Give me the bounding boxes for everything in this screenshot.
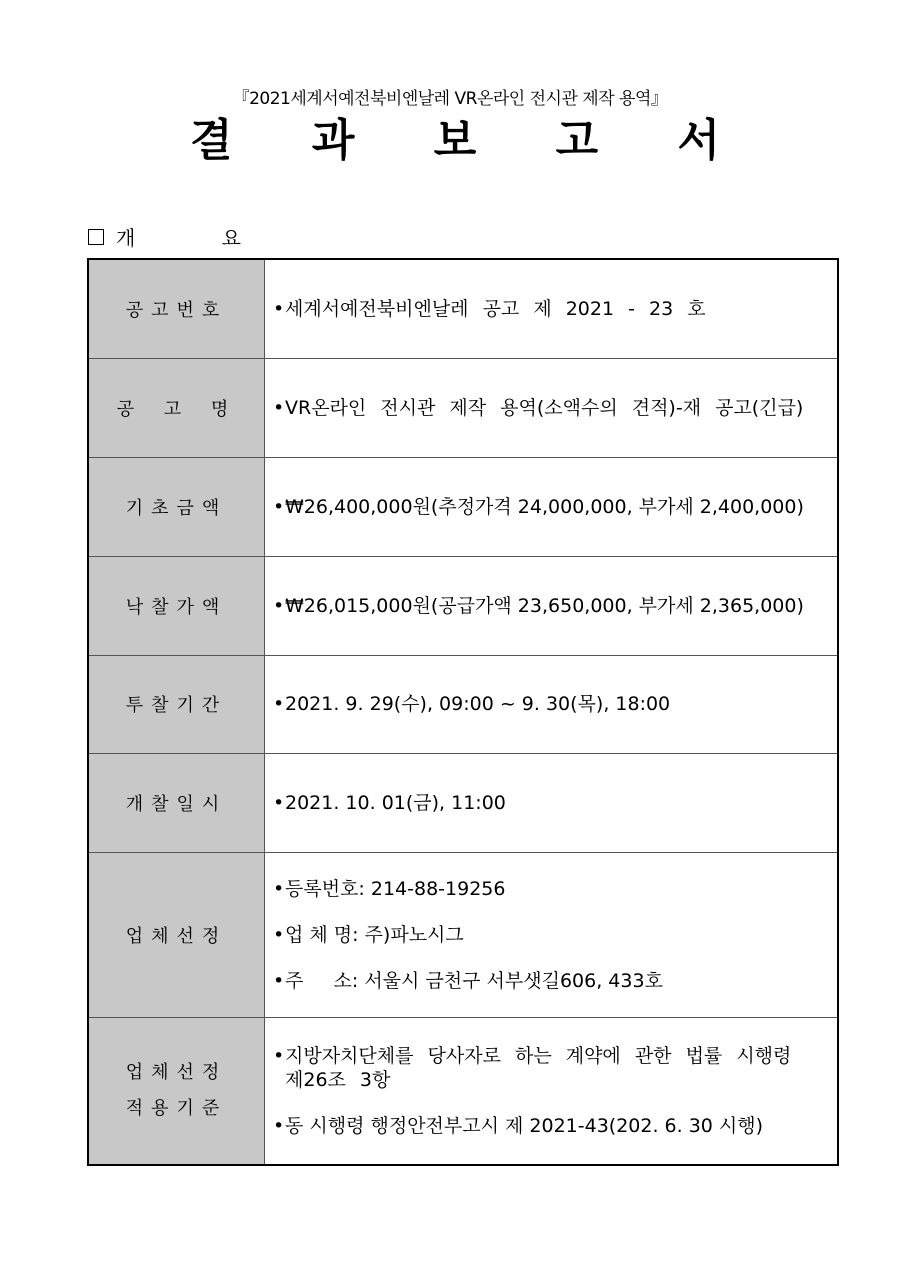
row-value	[265, 556, 839, 655]
row-value	[265, 753, 839, 852]
value-text: 동 시행령 행정안전부고시 제 2021-43(202. 6. 30 시행)	[285, 1114, 764, 1137]
list-item	[265, 1044, 837, 1092]
title-char: 보	[433, 115, 477, 166]
value-text: 등록번호: 214-88-19256	[285, 877, 506, 900]
bullet-icon: •	[273, 495, 285, 518]
list-item	[265, 692, 837, 716]
section-label: 개 요	[116, 226, 281, 250]
row-label: 공고번호	[88, 259, 265, 358]
list-item	[265, 1114, 837, 1138]
row-label: 공 고 명	[88, 358, 265, 457]
list-item	[265, 791, 837, 815]
document-title	[190, 110, 720, 166]
row-value	[265, 1017, 839, 1165]
row-label: 개찰일시	[88, 753, 265, 852]
row-label: 기초금액	[88, 457, 265, 556]
table-row	[88, 556, 838, 655]
value-text: 업 체 명: 주)파노시그	[285, 923, 464, 946]
table-row	[88, 753, 838, 852]
value-text: VR온라인 전시관 제작 용역(소액수의 견적)-재 공고(긴급)	[285, 396, 804, 419]
title-char: 서	[677, 115, 720, 166]
list-item	[265, 923, 837, 947]
checkbox-icon	[88, 229, 104, 245]
value-text: ₩26,015,000원(공급가액 23,650,000, 부가세 2,365,000)	[285, 594, 804, 617]
table-row	[88, 655, 838, 753]
bullet-icon: •	[273, 297, 285, 320]
bullet-icon: •	[273, 877, 285, 900]
value-text: 세계서예전북비엔날레 공고 제 2021 - 23 호	[285, 297, 706, 320]
bullet-icon: •	[273, 791, 285, 814]
table-row	[88, 259, 838, 358]
list-item	[265, 969, 837, 993]
value-text: ₩26,400,000원(추정가격 24,000,000, 부가세 2,400,000)	[285, 495, 804, 518]
document-subtitle: 『2021세계서예전북비엔날레 VR온라인 전시관 제작 용역』	[232, 89, 668, 109]
bullet-icon: •	[273, 1114, 285, 1137]
row-label: 투찰기간	[88, 655, 265, 753]
bullet-icon: •	[273, 594, 285, 617]
bullet-icon: •	[273, 396, 285, 419]
bullet-icon: •	[273, 693, 285, 715]
table-row	[88, 457, 838, 556]
bullet-icon: •	[273, 1044, 285, 1067]
bullet-icon: •	[273, 923, 285, 946]
value-text: 주 소: 서울시 금천구 서부샛길606, 433호	[285, 969, 663, 992]
value-text: 2021. 10. 01(금), 11:00	[285, 791, 506, 814]
table-row	[88, 1017, 838, 1165]
row-value	[265, 852, 839, 1017]
list-item	[265, 495, 837, 519]
row-value	[265, 655, 839, 753]
overview-table	[87, 258, 839, 1166]
row-value	[265, 259, 839, 358]
title-char: 결	[190, 115, 233, 166]
row-label: 업체선정	[88, 852, 265, 1017]
title-char: 고	[555, 115, 599, 166]
row-label	[88, 1017, 265, 1165]
list-item	[265, 877, 837, 901]
row-value	[265, 358, 839, 457]
list-item	[265, 594, 837, 618]
table-row	[88, 852, 838, 1017]
row-label: 낙찰가액	[88, 556, 265, 655]
row-value	[265, 457, 839, 556]
list-item	[265, 297, 837, 321]
section-heading	[88, 222, 281, 251]
title-char: 과	[311, 115, 355, 166]
row-label-line: 업체선정	[125, 1061, 228, 1083]
table-row	[88, 358, 838, 457]
value-text: 2021. 9. 29(수), 09:00 ~ 9. 30(목), 18:00	[285, 693, 671, 715]
bullet-icon: •	[273, 969, 285, 992]
value-text: 지방자치단체를 당사자로 하는 계약에 관한 법률 시행령 제26조 3항	[285, 1044, 792, 1091]
row-label-line: 적용기준	[125, 1097, 228, 1119]
list-item	[265, 396, 837, 420]
